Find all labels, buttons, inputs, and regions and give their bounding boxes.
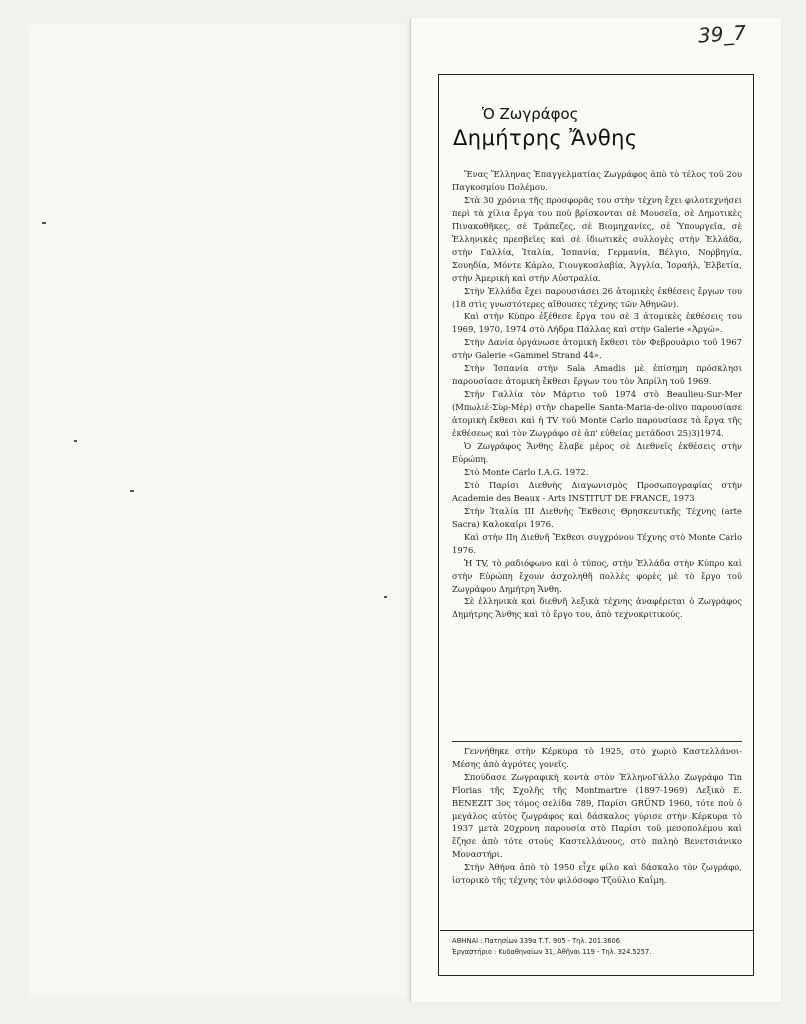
paragraph: Στὴν Δανία ὀργάνωσε ἀτομικὴ ἔκθεσι τὸν Φεβρουάριο τοῦ 1967 στὴν Galerie «Gammel Strand 44». xyxy=(452,337,742,361)
ink-speck xyxy=(384,596,387,598)
article-subtitle: Ὁ Ζωγράφος xyxy=(482,105,579,123)
paragraph: Καὶ στὴν ΙΙη Διεθνῆ Ἔκθεσι συγχρόνου Τέχνης στὸ Monte Carlo 1976. xyxy=(452,531,742,555)
paragraph: Σὲ ἑλληνικὰ καὶ διεθνῆ λεξικὰ τέχνης ἀναφέρεται ὁ Ζωγράφος Δημήτρης Ἄνθης καὶ τὸ ἔργο του, ἀπὸ τεχνοκριτικούς. xyxy=(452,596,742,620)
address-line: Ἐργαστήριο : Κυδαθηναίων 31, Ἀθῆναι 119 - Τηλ. 324.5257. xyxy=(452,947,652,956)
paragraph: Στὴν Ἰταλία ΙΙΙ Διεθνὴς Ἔκθεσις Θρησκευτικῆς Τέχνης (arte Sacra) Καλοκαίρι 1976. xyxy=(452,505,742,529)
ink-speck xyxy=(130,490,134,492)
paragraph: Στὴν Γαλλία τὸν Μάρτιο τοῦ 1974 στὸ Beaulieu-Sur-Mer (Μπωλιὲ-Σὺρ-Μὲρ) στὴν chapelle Santa-Maria-de-olivo παρουσίασε ἀτομικὴ ἔκθεσι καὶ ἡ TV τοῦ Monte Carlo παρουσίασε τὰ ἔργα τῆς ἐκθέσεως καὶ τὸν Ζωγράφο σὲ ἀπ' εὐθείας μετάδοσι 25)3)1974. xyxy=(452,389,742,439)
ink-speck xyxy=(74,440,77,442)
paragraph: Στὰ 30 χρόνια τῆς προσφορᾶς του στὴν τέχνη ἔχει φιλοτεχνήσει περὶ τὰ χίλια ἔργα του ποὺ βρίσκονται σὲ Μουσεῖα, σὲ Δημοτικὲς Πινακοθῆκες, σὲ Τράπεζες, σὲ Βιομηχανίες, σὲ Ὑπουργεῖα, σὲ Ἑλληνικὲς πρεσβεῖες καὶ σὲ ἰδιωτικὲς συλλογὲς στὴν Ἑλλάδα, στὴν Γαλλία, Ἰταλία, Ἰσπανία, Γερμανία, Βέλγιο, Νορβηγία, Σουηδία, Μόντε Κάρλο, Γιουγκοσλαβία, Ἀγγλία, Ἰσραήλ, Ἑλβετία, στὴν Ἀμερικὴ καὶ στὴν Αὐστραλία. xyxy=(452,194,742,283)
paragraph: Στὸ Monte Carlo I.A.G. 1972. xyxy=(464,466,589,477)
bio-paragraph: Γεννήθηκε στὴν Κέρκυρα τὸ 1925, στὸ χωριὸ Καστελλάνοι-Μέσης ἀπὸ ἀγρότες γονεῖς. xyxy=(452,746,742,769)
handwritten-annotation: 39_7 xyxy=(697,20,747,48)
paragraph: Καὶ στὴν Κύπρο ἐξέθεσε ἔργα του σὲ 3 ἀτομικὲς ἐκθέσεις του 1969, 1970, 1974 στὸ Λήδρα Πάλλας καὶ στὴν Galerie «Ἀργώ». xyxy=(452,311,742,335)
section-divider xyxy=(452,741,742,742)
left-blank-page xyxy=(28,22,410,1000)
paragraph: Ὁ Ζωγράφος Ἄνθης ἔλαβε μέρος σὲ Διεθνεῖς ἐκθέσεις στὴν Εὐρώπη. xyxy=(452,441,742,464)
paragraph: Ἕνας Ἕλληνας Ἐπαγγελματίας Ζωγράφος ἀπὸ τὸ τέλος τοῦ 2ου Παγκοσμίου Πολέμου. xyxy=(452,169,742,192)
footer-divider xyxy=(440,930,753,931)
address-line: ΑΘΗΝΑΙ : Πατησίων 339α Τ.Τ. 905 - Τηλ. 201.3606 xyxy=(452,937,620,945)
ink-speck xyxy=(42,222,46,224)
paragraph: Στὴν Ἑλλάδα ἔχει παρουσιάσει 26 ἀτομικὲς ἐκθέσεις ἔργων του (18 στὶς γνωστότερες αἴθουσες τέχνης τῶν Ἀθηνῶν). xyxy=(452,285,742,309)
article-body xyxy=(452,168,742,621)
bio-paragraph: Στὴν Ἀθήνα ἀπὸ τὸ 1950 εἶχε φίλο καὶ δάσκαλο τὸν ζωγράφο, ἱστορικὸ τῆς τέχνης τὸν φιλόσοφο Τζούλιο Καΐμη. xyxy=(452,862,742,886)
paragraph: Στὴν Ἰσπανία στὴν Sala Amadis μὲ ἐπίσημη πρόσκλησι παρουσίασε ἀτομικὴ ἔκθεσι ἔργων του τὸν Ἀπρίλη τοῦ 1969. xyxy=(452,363,742,387)
bio-paragraph: Σπούδασε Ζωγραφικὴ κοντὰ στὸν ἙλληνοΓάλλο Ζωγράφο Tin Florias τῆς Σχολῆς τῆς Montmartre (1897-1969) Λεξικὸ Ε. ΒΕΝΕΖΙΤ 3ος τόμος σελίδα 789, Παρίσι GRÜND 1960, τότε ποὺ ὁ μεγάλος αὐτὸς ζωγράφος καὶ δάσκαλος γύρισε στὴν Κέρκυρα τὸ 1937 μετὰ 20χρονη παρουσία στὸ Παρίσι τοῦ μεσοπολέμου καὶ ἔζησε ἀπὸ τότε στοὺς Καστελλάνους, στὸ παληὸ Βενετσιάνικο Μοναστήρι. xyxy=(452,771,742,860)
paragraph: Ἡ TV, τὸ ραδιόφωνο καὶ ὁ τύπος, στὴν Ἑλλάδα στὴν Κύπρο καὶ στὴν Εὐρώπη ἔχουν ἀσχοληθῆ πολλὲς φορὲς μὲ τὸ ἔργο τοῦ Ζωγράφου Δημήτρη Ἄνθη. xyxy=(452,557,742,594)
paragraph: Στὸ Παρίσι Διεθνὴς Διαγωνισμὸς Προσωπογραφίας στὴν Academie des Beaux - Arts INSTITUT DE FRANCE, 1973 xyxy=(452,479,742,503)
biography xyxy=(452,745,742,887)
address-block xyxy=(452,936,748,957)
article-title: Δημήτρης Ἄνθης xyxy=(453,126,638,150)
